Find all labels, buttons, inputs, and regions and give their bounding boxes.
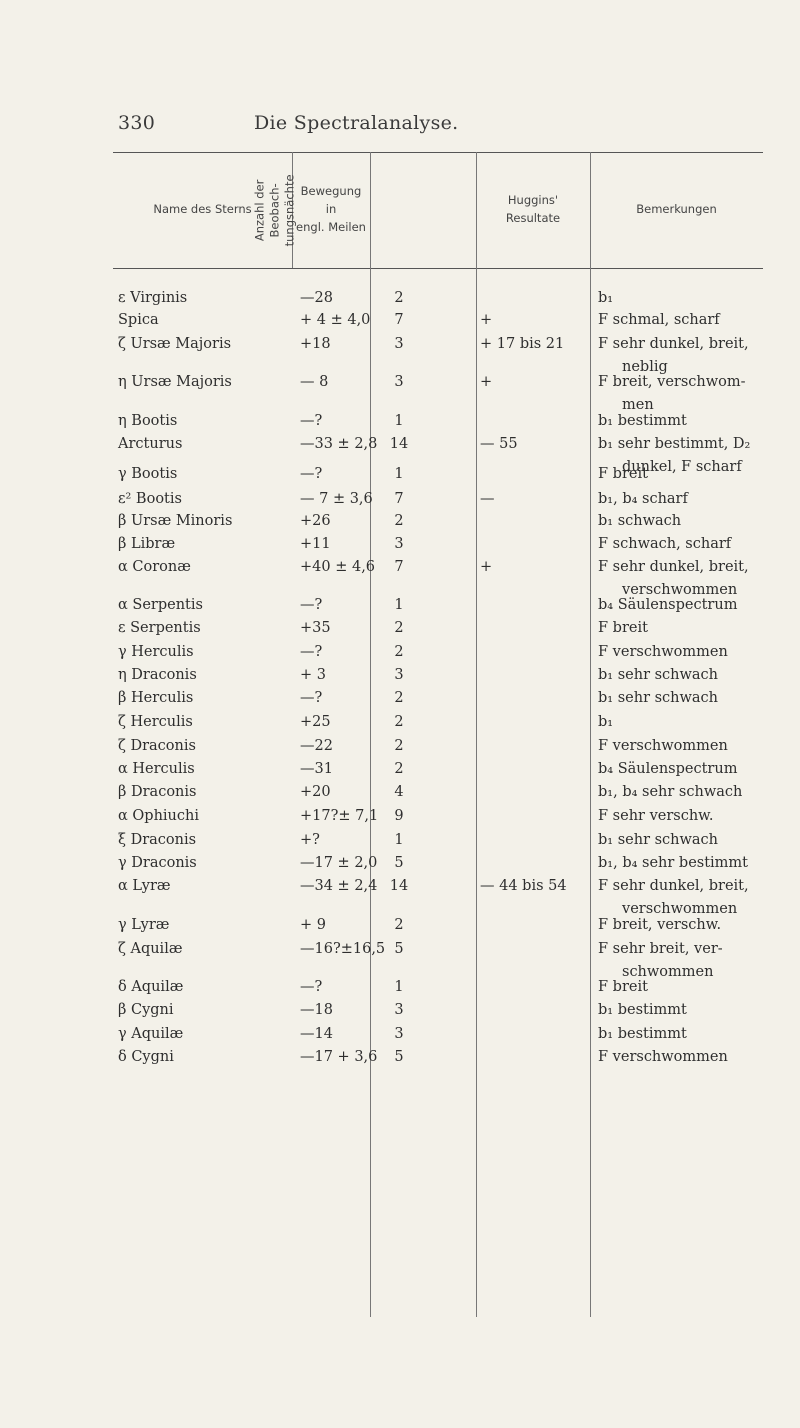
cell-bemerkungen: b₁, b₄ scharf bbox=[598, 491, 688, 507]
cell-bemerkungen: F verschwommen bbox=[598, 644, 728, 660]
cell-bewegung: + 9 bbox=[300, 917, 326, 933]
cell-anzahl: 14 bbox=[389, 878, 409, 894]
cell-bemerkungen: F verschwommen bbox=[598, 738, 728, 754]
cell-star-name: ζ Herculis bbox=[118, 714, 193, 730]
cell-star-name: γ Aquilæ bbox=[118, 1026, 184, 1042]
column-header-huggins-line: Huggins' bbox=[507, 193, 559, 208]
cell-star-name: δ Aquilæ bbox=[118, 979, 184, 995]
page-number: 330 bbox=[118, 112, 156, 134]
cell-anzahl: 1 bbox=[394, 832, 404, 848]
cell-bewegung: —16?±16,5 bbox=[300, 941, 386, 957]
cell-bemerkungen: F breit, verschw. bbox=[598, 917, 722, 933]
cell-bewegung: — 8 bbox=[300, 374, 329, 390]
cell-bewegung: +20 bbox=[300, 784, 331, 800]
cell-bemerkungen: F sehr dunkel, breit, bbox=[598, 336, 749, 352]
cell-bewegung: +11 bbox=[300, 536, 331, 552]
column-header-anzahl-line: tungsnächte bbox=[282, 174, 297, 246]
column-header-bemerkungen-label: Bemerkungen bbox=[636, 202, 717, 217]
cell-bemerkungen: F sehr dunkel, breit, bbox=[598, 878, 749, 894]
cell-bemerkungen: b₁ bestimmt bbox=[598, 1026, 687, 1042]
cell-huggins: — 44 bis 54 bbox=[480, 878, 567, 894]
cell-bemerkungen: b₁ sehr bestimmt, D₂ bbox=[598, 436, 751, 452]
cell-anzahl: 2 bbox=[394, 644, 404, 660]
cell-anzahl: 5 bbox=[394, 855, 404, 871]
cell-bewegung: +26 bbox=[300, 513, 331, 529]
column-header-name-label: Name des Sterns bbox=[153, 202, 252, 217]
table-row bbox=[0, 1049, 800, 1077]
column-header-anzahl-line: Beobach- bbox=[267, 182, 282, 238]
cell-huggins: + bbox=[480, 559, 493, 575]
cell-anzahl: 2 bbox=[394, 620, 404, 636]
cell-anzahl: 3 bbox=[394, 536, 404, 552]
cell-bewegung: —28 bbox=[300, 290, 333, 306]
cell-star-name: ξ Draconis bbox=[118, 832, 197, 848]
cell-star-name: γ Bootis bbox=[118, 466, 178, 482]
column-header-anzahl bbox=[253, 156, 297, 264]
cell-bewegung: —? bbox=[300, 466, 323, 482]
cell-bemerkungen: F breit, verschwom- bbox=[598, 374, 746, 390]
cell-bemerkungen: F breit bbox=[598, 466, 648, 482]
cell-bewegung: +25 bbox=[300, 714, 331, 730]
cell-bewegung: —17 + 3,6 bbox=[300, 1049, 378, 1065]
cell-anzahl: 14 bbox=[389, 436, 409, 452]
cell-anzahl: 7 bbox=[394, 559, 404, 575]
cell-anzahl: 1 bbox=[394, 597, 404, 613]
cell-star-name: α Herculis bbox=[118, 761, 195, 777]
cell-star-name: γ Lyræ bbox=[118, 917, 170, 933]
cell-star-name: ζ Ursæ Majoris bbox=[118, 336, 232, 352]
cell-star-name: β Libræ bbox=[118, 536, 176, 552]
cell-bemerkungen: b₁ sehr schwach bbox=[598, 832, 719, 848]
cell-star-name: ζ Draconis bbox=[118, 738, 196, 754]
cell-anzahl: 3 bbox=[394, 1026, 404, 1042]
cell-bemerkungen: b₁, b₄ sehr bestimmt bbox=[598, 855, 749, 871]
cell-huggins: + 17 bis 21 bbox=[480, 336, 565, 352]
column-header-bewegung-line: in bbox=[325, 202, 337, 217]
cell-bemerkungen: F sehr verschw. bbox=[598, 808, 714, 824]
cell-bemerkungen-continuation: verschwommen bbox=[622, 582, 738, 598]
cell-star-name: β Ursæ Minoris bbox=[118, 513, 233, 529]
cell-bemerkungen: F verschwommen bbox=[598, 1049, 728, 1065]
cell-anzahl: 7 bbox=[394, 491, 404, 507]
page-title: Die Spectralanalyse. bbox=[254, 112, 459, 134]
column-header-bewegung bbox=[292, 152, 370, 268]
cell-bewegung: +40 ± 4,6 bbox=[300, 559, 376, 575]
cell-bewegung: — 7 ± 3,6 bbox=[300, 491, 373, 507]
cell-anzahl: 2 bbox=[394, 714, 404, 730]
cell-star-name: Arcturus bbox=[118, 436, 183, 452]
cell-bemerkungen: b₄ Säulenspectrum bbox=[598, 761, 738, 777]
cell-star-name: η Draconis bbox=[118, 667, 197, 683]
cell-bemerkungen: F schmal, scharf bbox=[598, 312, 720, 328]
cell-star-name: ε Virginis bbox=[118, 290, 188, 306]
column-header-bewegung-line: Bewegung bbox=[300, 184, 362, 199]
cell-huggins: + bbox=[480, 312, 493, 328]
cell-star-name: γ Herculis bbox=[118, 644, 194, 660]
cell-star-name: η Ursæ Majoris bbox=[118, 374, 232, 390]
cell-bemerkungen-continuation: men bbox=[622, 397, 654, 413]
cell-bewegung: —? bbox=[300, 644, 323, 660]
cell-huggins: — 55 bbox=[480, 436, 518, 452]
cell-anzahl: 2 bbox=[394, 690, 404, 706]
cell-bemerkungen: b₁ schwach bbox=[598, 513, 682, 529]
cell-bewegung: —? bbox=[300, 690, 323, 706]
cell-bewegung: +17?± 7,1 bbox=[300, 808, 379, 824]
cell-bewegung: +? bbox=[300, 832, 320, 848]
cell-bemerkungen: F breit bbox=[598, 620, 648, 636]
cell-bewegung: —14 bbox=[300, 1026, 333, 1042]
cell-bewegung: —? bbox=[300, 413, 323, 429]
cell-anzahl: 7 bbox=[394, 312, 404, 328]
cell-bemerkungen: b₁ sehr schwach bbox=[598, 690, 719, 706]
cell-anzahl: 2 bbox=[394, 290, 404, 306]
cell-bemerkungen: F sehr dunkel, breit, bbox=[598, 559, 749, 575]
cell-bemerkungen: b₁ sehr schwach bbox=[598, 667, 719, 683]
column-header-bemerkungen bbox=[590, 152, 763, 268]
table-row bbox=[0, 466, 800, 494]
cell-bemerkungen: b₁ bestimmt bbox=[598, 1002, 687, 1018]
cell-bewegung: —31 bbox=[300, 761, 333, 777]
cell-star-name: ζ Aquilæ bbox=[118, 941, 183, 957]
cell-bemerkungen: b₄ Säulenspectrum bbox=[598, 597, 738, 613]
cell-star-name: Spica bbox=[118, 312, 159, 328]
cell-bemerkungen-continuation: dunkel, F scharf bbox=[622, 459, 742, 475]
cell-bewegung: +18 bbox=[300, 336, 331, 352]
cell-anzahl: 9 bbox=[394, 808, 404, 824]
cell-anzahl: 3 bbox=[394, 1002, 404, 1018]
cell-bewegung: —18 bbox=[300, 1002, 333, 1018]
cell-bemerkungen: F sehr breit, ver- bbox=[598, 941, 723, 957]
cell-huggins: — bbox=[480, 491, 495, 507]
cell-star-name: ε² Bootis bbox=[118, 491, 182, 507]
cell-bewegung: —17 ± 2,0 bbox=[300, 855, 378, 871]
cell-anzahl: 1 bbox=[394, 466, 404, 482]
cell-bemerkungen: b₁ bbox=[598, 714, 614, 730]
cell-anzahl: 1 bbox=[394, 979, 404, 995]
cell-anzahl: 3 bbox=[394, 667, 404, 683]
column-header-bewegung-line: engl. Meilen bbox=[296, 219, 366, 234]
cell-anzahl: 2 bbox=[394, 917, 404, 933]
cell-bemerkungen: b₁ bestimmt bbox=[598, 413, 687, 429]
cell-star-name: β Herculis bbox=[118, 690, 194, 706]
cell-bemerkungen: F breit bbox=[598, 979, 648, 995]
cell-anzahl: 2 bbox=[394, 513, 404, 529]
cell-anzahl: 3 bbox=[394, 374, 404, 390]
cell-star-name: β Cygni bbox=[118, 1002, 174, 1018]
cell-anzahl: 5 bbox=[394, 1049, 404, 1065]
cell-bewegung: —? bbox=[300, 597, 323, 613]
column-header-huggins bbox=[476, 152, 590, 268]
cell-star-name: η Bootis bbox=[118, 413, 178, 429]
cell-bewegung: —33 ± 2,8 bbox=[300, 436, 378, 452]
cell-anzahl: 4 bbox=[394, 784, 404, 800]
cell-bemerkungen: b₁, b₄ sehr schwach bbox=[598, 784, 743, 800]
table-header-rule bbox=[113, 268, 763, 269]
column-header-huggins-line: Resultate bbox=[505, 211, 561, 225]
column-header-anzahl-line: Anzahl der bbox=[252, 179, 267, 241]
cell-bewegung: —? bbox=[300, 979, 323, 995]
cell-anzahl: 5 bbox=[394, 941, 404, 957]
cell-bewegung: —34 ± 2,4 bbox=[300, 878, 378, 894]
cell-anzahl: 2 bbox=[394, 738, 404, 754]
cell-star-name: δ Cygni bbox=[118, 1049, 174, 1065]
cell-bemerkungen-continuation: neblig bbox=[622, 359, 668, 375]
table-row bbox=[0, 336, 800, 364]
cell-bewegung: + 4 ± 4,0 bbox=[300, 312, 371, 328]
cell-bewegung: + 3 bbox=[300, 667, 326, 683]
cell-star-name: ε Serpentis bbox=[118, 620, 201, 636]
cell-bewegung: —22 bbox=[300, 738, 333, 754]
cell-anzahl: 3 bbox=[394, 336, 404, 352]
cell-star-name: α Coronæ bbox=[118, 559, 191, 575]
cell-bemerkungen: F schwach, scharf bbox=[598, 536, 732, 552]
cell-anzahl: 2 bbox=[394, 761, 404, 777]
cell-bemerkungen-continuation: schwommen bbox=[622, 964, 714, 980]
cell-star-name: γ Draconis bbox=[118, 855, 197, 871]
cell-star-name: α Serpentis bbox=[118, 597, 203, 613]
cell-bemerkungen: b₁ bbox=[598, 290, 614, 306]
cell-huggins: + bbox=[480, 374, 493, 390]
table-row bbox=[0, 374, 800, 402]
cell-star-name: α Lyræ bbox=[118, 878, 171, 894]
cell-bewegung: +35 bbox=[300, 620, 331, 636]
cell-anzahl: 1 bbox=[394, 413, 404, 429]
cell-star-name: α Ophiuchi bbox=[118, 808, 199, 824]
cell-bemerkungen-continuation: verschwommen bbox=[622, 901, 738, 917]
cell-star-name: β Draconis bbox=[118, 784, 197, 800]
